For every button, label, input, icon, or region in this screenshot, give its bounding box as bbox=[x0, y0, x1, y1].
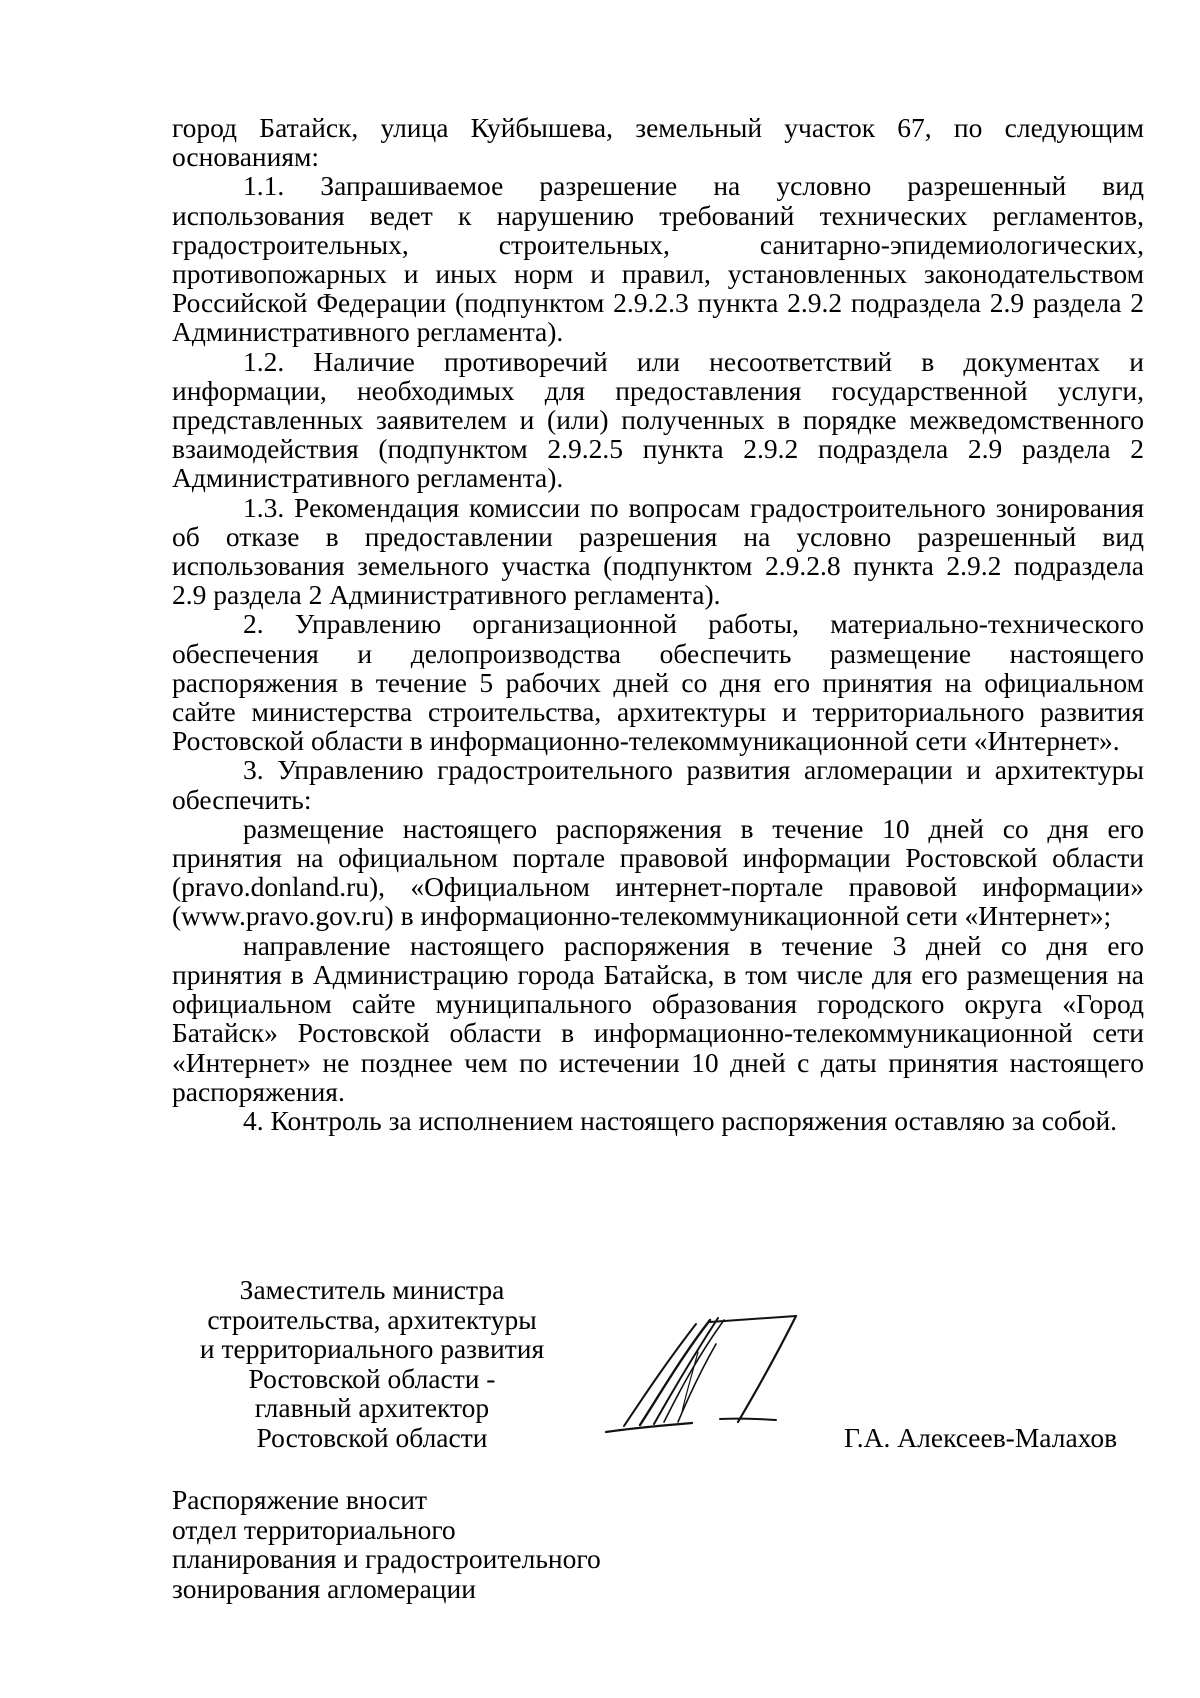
signatory-title-line: и территориального развития bbox=[199, 1333, 545, 1364]
prepared-by-line: зонирования агломерации bbox=[172, 1572, 476, 1604]
signatory-title bbox=[166, 1275, 578, 1452]
prepared-by-note bbox=[172, 1485, 632, 1603]
paragraph-item-4: 4. Контроль за исполнением настоящего распоряжения оставляю за собой. bbox=[243, 1104, 1118, 1136]
signatory-title-line: Ростовской области - bbox=[248, 1362, 496, 1394]
paragraph-item-3: 3. Управлению градостроительного развития агломерации и архитектуры обеспечить: bbox=[172, 754, 1144, 815]
signatory-title-line: главный архитектор bbox=[254, 1392, 490, 1423]
paragraph-item-3-direction: направление настоящего распоряжения в течение 3 дней со дня его принятия в Администрацию города Батайска, в том числе для его размещения на официальном сайте муниципального образования городского округа «Город Батайск» Ростовской области в информационно-телекоммуникационной сети «Интернет» не позднее чем по истечении 10 дней с даты принятия настоящего распоряжения. bbox=[172, 929, 1144, 1107]
paragraph-item-2: 2. Управлению организационной работы, материально-технического обеспечения и делопроизводства обеспечить размещение настоящего распоряжения в течение 5 рабочих дней со дня его принятия на официальном сайте министерства строительства, архитектуры и территориального развития Ростовской области в информационно-телекоммуникационной сети «Интернет». bbox=[172, 608, 1144, 757]
document-body bbox=[172, 113, 1144, 1135]
paragraph-item-1-2: 1.2. Наличие противоречий или несоответствий в документах и информации, необходимых для предоставления государственной услуги, представленных заявителем и (или) полученных в порядке межведомственного взаимодействия (подпунктом 2.9.2.5 пункта 2.9.2 подраздела 2.9 раздела 2 Административного регламента). bbox=[172, 345, 1144, 494]
prepared-by-line: отдел территориального bbox=[172, 1513, 456, 1545]
signatory-name: Г.А. Алексеев-Малахов bbox=[844, 1422, 1118, 1453]
prepared-by-line: Распоряжение вносит bbox=[172, 1484, 428, 1515]
handwritten-signature bbox=[600, 1308, 815, 1436]
paragraph-basis-intro: город Батайск, улица Куйбышева, земельный участок 67, по следующим основаниям: bbox=[172, 112, 1144, 173]
paragraph-item-1-1: 1.1. Запрашиваемое разрешение на условно разрешенный вид использования ведет к нарушению требований технических регламентов, градостроительных, строительных, санитарно-эпидемиологических, противопожарных и иных норм и правил, установленных законодательством Российской Федерации (подпунктом 2.9.2.3 пункта 2.9.2 подраздела 2.9 раздела 2 Административного регламента). bbox=[172, 170, 1144, 348]
signatory-title-line: Ростовской области bbox=[256, 1421, 488, 1453]
prepared-by-line: планирования и градостроительного bbox=[172, 1543, 601, 1574]
paragraph-item-3-publication: размещение настоящего распоряжения в течение 10 дней со дня его принятия на официальном портале правовой информации Ростовской области (pravo.donland.ru), «Официальном интернет-портале правовой информации» (www.pravo.gov.ru) в информационно-телекоммуникационной сети «Интернет»; bbox=[172, 812, 1144, 932]
signatory-title-line: строительства, архитектуры bbox=[207, 1303, 537, 1335]
signatory-title-line: Заместитель министра bbox=[239, 1274, 505, 1305]
paragraph-item-1-3: 1.3. Рекомендация комиссии по вопросам градостроительного зонирования об отказе в предоставлении разрешения на условно разрешенный вид использования земельного участка (подпунктом 2.9.2.8 пункта 2.9.2 подраздела 2.9 раздела 2 Административного регламента). bbox=[172, 491, 1144, 611]
